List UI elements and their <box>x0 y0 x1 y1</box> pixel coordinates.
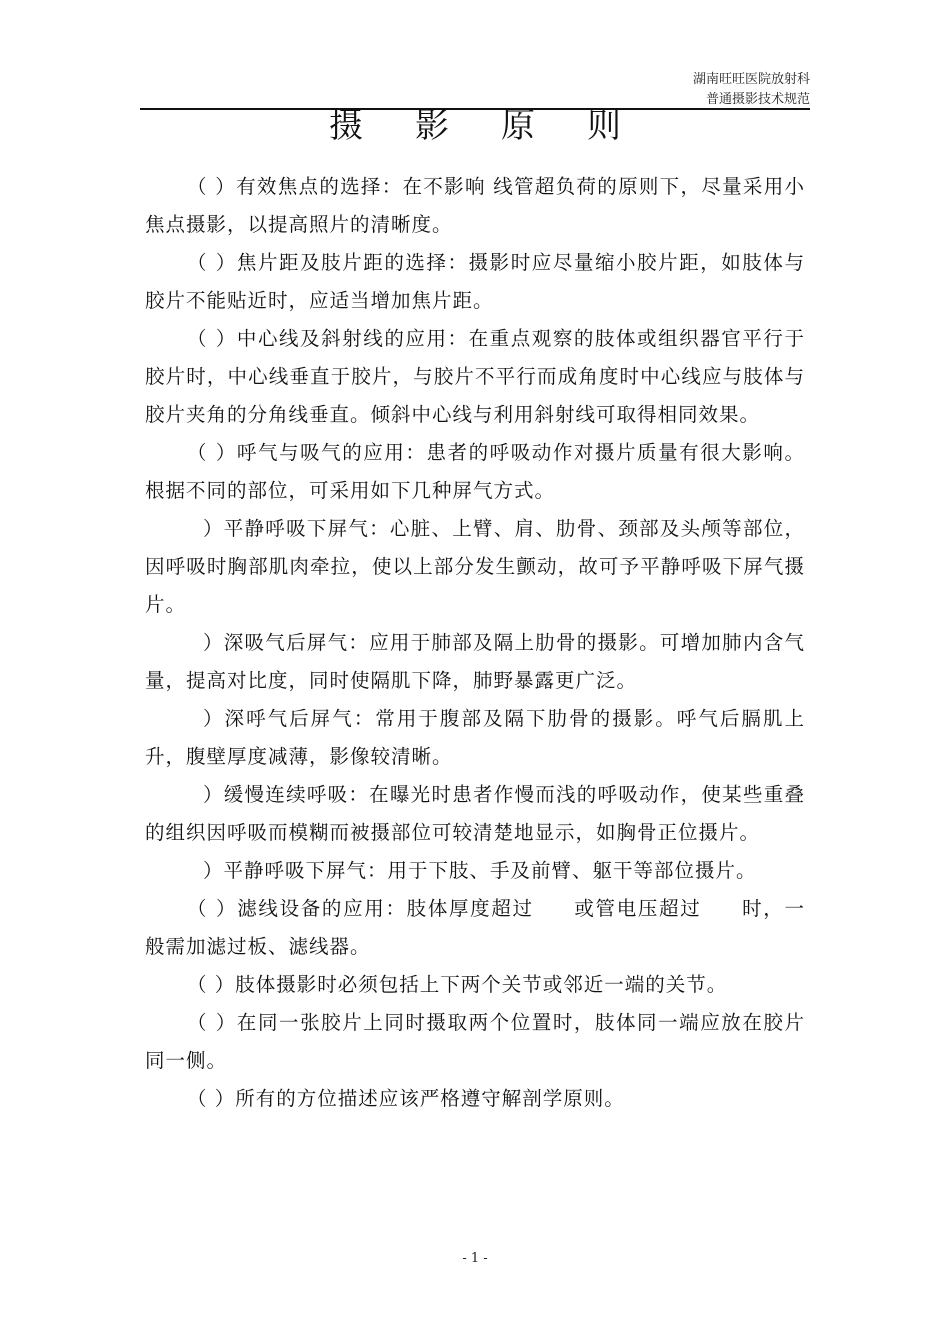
paragraph-deep-inspiration: ）深吸气后屏气：应用于肺部及隔上肋骨的摄影。可增加肺内含气量，提高对比度，同时使隔肌下降，肺野暴露更广泛。 <box>145 631 805 692</box>
paragraph-filter <box>145 890 805 966</box>
page-number: - 1 - <box>462 1251 488 1266</box>
page-title: 摄影原则 <box>329 106 673 146</box>
paragraph-deep-expiration: ）深呼气后屏气：常用于腹部及隔下肋骨的摄影。呼气后膈肌上升，腹壁厚度减薄，影像较清晰。 <box>145 707 805 768</box>
paragraph-focus: （ ）有效焦点的选择：在不影响 线管超负荷的原则下，尽量采用小焦点摄影，以提高照片的清晰度。 <box>145 175 805 236</box>
filter-text-3: 时，一般需加滤过板、滤线器。 <box>145 897 805 958</box>
paragraph-quiet-breath-hold-limbs: ）平静呼吸下屏气：用于下肢、手及前臂、躯干等部位摄片。 <box>203 859 757 882</box>
filter-text-1: （ ）滤线设备的应用：肢体厚度超过 <box>187 897 534 920</box>
document-body <box>145 168 805 1118</box>
paragraph-slow-breathing: ）缓慢连续呼吸：在曝光时患者作慢而浅的呼吸动作，使某些重叠的组织因呼吸而模糊而被摄部位可较清楚地显示，如胸骨正位摄片。 <box>145 783 805 844</box>
header-hospital-name: 湖南旺旺医院放射科 <box>692 72 810 87</box>
paragraph-orientation: （ ）所有的方位描述应该严格遵守解剖学原则。 <box>187 1087 625 1110</box>
paragraph-distance: （ ）焦片距及肢片距的选择：摄影时应尽量缩小胶片距，如肢体与胶片不能贴近时，应适当增加焦片距。 <box>145 251 805 312</box>
filter-text-2: 或管电压超过 <box>573 897 702 920</box>
paragraph-central-ray: （ ）中心线及斜射线的应用：在重点观察的肢体或组织器官平行于胶片时，中心线垂直于胶片，与胶片不平行而成角度时中心线应与肢体与胶片夹角的分角线垂直。倾斜中心线与利用斜射线可取得相同效果。 <box>145 327 805 426</box>
paragraph-quiet-breath-hold: ）平静呼吸下屏气：心脏、上臂、肩、肋骨、颈部及头颅等部位，因呼吸时胸部肌肉牵拉，使以上部分发生颤动，故可予平静呼吸下屏气摄片。 <box>145 517 805 616</box>
paragraph-same-film: （ ）在同一张胶片上同时摄取两个位置时，肢体同一端应放在胶片同一侧。 <box>145 1011 805 1072</box>
paragraph-breathing: （ ）呼气与吸气的应用：患者的呼吸动作对摄片质量有很大影响。根据不同的部位，可采用如下几种屏气方式。 <box>145 441 805 502</box>
paragraph-joints: （ ）肢体摄影时必须包括上下两个关节或邻近一端的关节。 <box>187 973 728 996</box>
header-document-name: 普通摄影技术规范 <box>705 92 810 107</box>
